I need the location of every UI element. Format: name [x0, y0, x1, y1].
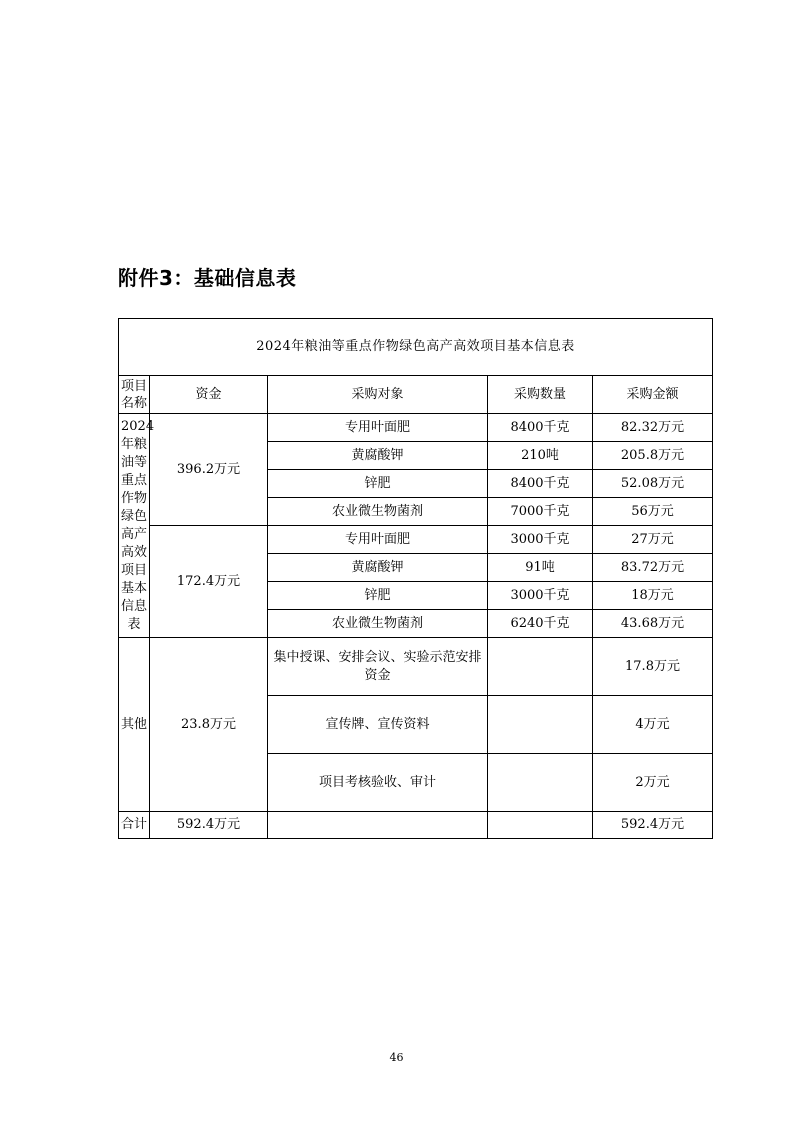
quantity-cell: 8400千克 [488, 414, 593, 442]
table-row [119, 638, 713, 696]
table-header-row [119, 376, 713, 414]
amount-cell: 4万元 [593, 696, 713, 754]
other-label-cell: 其他 [119, 638, 150, 812]
basic-info-table [118, 318, 713, 839]
other-funds-cell: 23.8万元 [150, 638, 268, 812]
quantity-cell: 210吨 [488, 442, 593, 470]
total-label-cell: 合计 [119, 812, 150, 839]
object-cell: 项目考核验收、审计 [268, 754, 488, 812]
quantity-cell: 7000千克 [488, 498, 593, 526]
object-cell: 集中授课、安排会议、实验示范安排资金 [268, 638, 488, 696]
header-project-name: 项目名称 [119, 376, 150, 414]
total-row [119, 812, 713, 839]
group-funds-cell: 396.2万元 [150, 414, 268, 526]
amount-cell: 43.68万元 [593, 610, 713, 638]
amount-cell: 82.32万元 [593, 414, 713, 442]
total-object-cell [268, 812, 488, 839]
object-cell: 农业微生物菌剂 [268, 498, 488, 526]
amount-cell: 27万元 [593, 526, 713, 554]
header-quantity: 采购数量 [488, 376, 593, 414]
quantity-cell [488, 754, 593, 812]
amount-cell: 2万元 [593, 754, 713, 812]
header-funds: 资金 [150, 376, 268, 414]
quantity-cell: 3000千克 [488, 582, 593, 610]
object-cell: 专用叶面肥 [268, 414, 488, 442]
amount-cell: 205.8万元 [593, 442, 713, 470]
object-cell: 宣传牌、宣传资料 [268, 696, 488, 754]
object-cell: 农业微生物菌剂 [268, 610, 488, 638]
amount-cell: 17.8万元 [593, 638, 713, 696]
page-number: 46 [389, 1051, 404, 1064]
total-amount-cell: 592.4万元 [593, 812, 713, 839]
quantity-cell [488, 696, 593, 754]
quantity-cell: 3000千克 [488, 526, 593, 554]
amount-cell: 56万元 [593, 498, 713, 526]
object-cell: 锌肥 [268, 582, 488, 610]
amount-cell: 52.08万元 [593, 470, 713, 498]
quantity-cell: 8400千克 [488, 470, 593, 498]
amount-cell: 83.72万元 [593, 554, 713, 582]
object-cell: 黄腐酸钾 [268, 442, 488, 470]
header-procurement-object: 采购对象 [268, 376, 488, 414]
table-row [119, 526, 713, 554]
object-cell: 专用叶面肥 [268, 526, 488, 554]
table-title: 2024年粮油等重点作物绿色高产高效项目基本信息表 [119, 319, 713, 376]
table-row [119, 414, 713, 442]
object-cell: 锌肥 [268, 470, 488, 498]
quantity-cell: 6240千克 [488, 610, 593, 638]
group-funds-cell: 172.4万元 [150, 526, 268, 638]
amount-cell: 18万元 [593, 582, 713, 610]
object-cell: 黄腐酸钾 [268, 554, 488, 582]
header-amount: 采购金额 [593, 376, 713, 414]
total-funds-cell: 592.4万元 [150, 812, 268, 839]
page-heading: 附件3：基础信息表 [118, 266, 297, 290]
quantity-cell: 91吨 [488, 554, 593, 582]
total-quantity-cell [488, 812, 593, 839]
quantity-cell [488, 638, 593, 696]
project-name-cell: 2024年粮油等重点作物绿色高产高效项目基本信息表 [119, 414, 150, 638]
